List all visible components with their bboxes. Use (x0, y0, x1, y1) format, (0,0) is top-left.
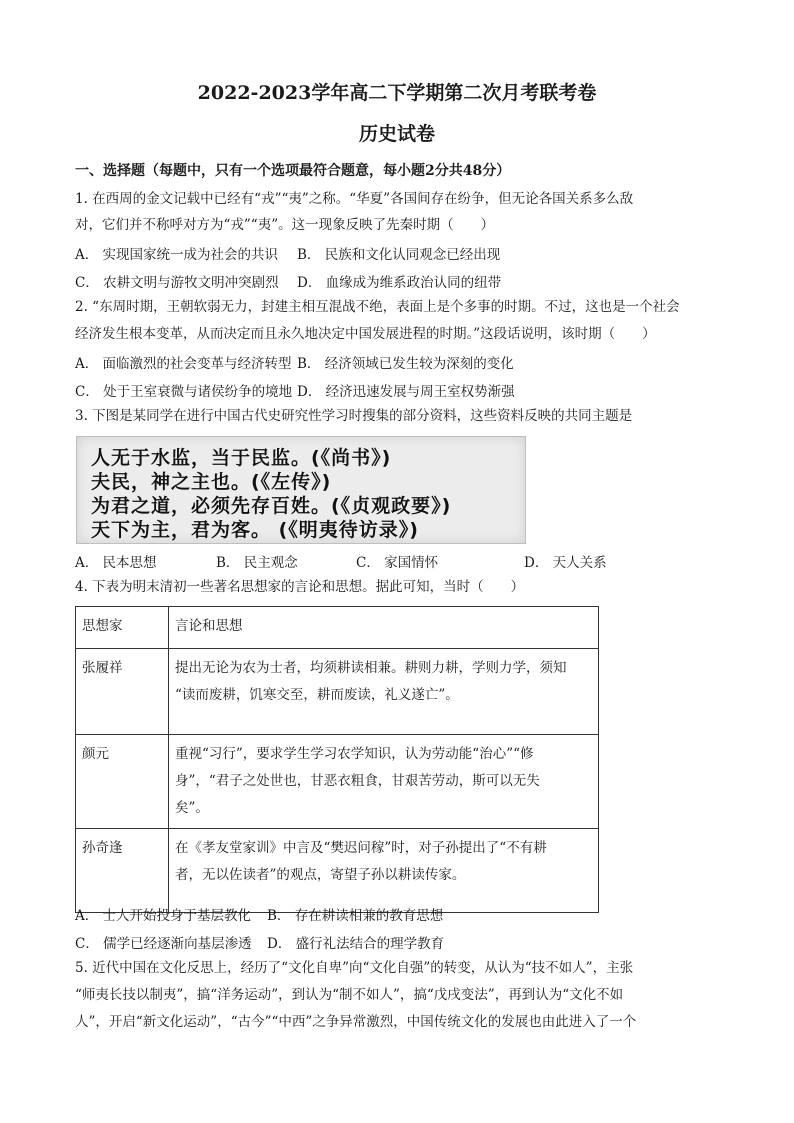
q1-option-c: C． 农耕文明与游牧文明冲突剧烈 (75, 275, 279, 291)
table-cell-content (169, 829, 599, 913)
cell-text-line: 身”，“君子之处世也，甘恶衣粗食，甘艰苦劳动，斯可以无失 (175, 773, 540, 789)
q5-stem-line3: 人”，开启“新文化运动”，“古今”“中西”之争异常激烈，中国传统文化的发展也由此进入了一个 (75, 1014, 637, 1030)
table-cell-thinker: 张履祥 (76, 649, 169, 735)
q1-option-d: D． 血缘成为维系政治认同的纽带 (297, 275, 502, 291)
exam-title: 2022-2023学年高二下学期第二次月考联考卷 (197, 82, 597, 104)
q4-option-b: B． 存在耕读相兼的教育思想 (267, 908, 444, 924)
q2-option-d: D． 经济迅速发展与周王室权势渐强 (297, 384, 515, 400)
q2-option-c: C． 处于王室衰微与诸侯纷争的境地 (75, 384, 293, 400)
table-header-row (76, 607, 599, 649)
q4-option-c: C． 儒学已经逐渐向基层渗透 (75, 936, 252, 952)
quote-material-image (76, 436, 526, 544)
table-row (76, 829, 599, 913)
table-header-cell: 思想家 (76, 607, 169, 649)
q2-option-b: B． 经济领域已发生较为深刻的变化 (297, 356, 514, 372)
q1-stem-line2: 对，它们并不称呼对方为“戎”“夷”。这一现象反映了先秦时期（ ） (75, 217, 495, 233)
cell-text-line: 矣”。 (175, 800, 209, 816)
quote-line: 夫民，神之主也。(《左传》) (91, 471, 332, 493)
q3-option-a: A． 民本思想 (75, 555, 157, 571)
cell-text-line: 者，无以佐读者”的观点，寄望子孙以耕读传家。 (175, 867, 466, 883)
q3-option-b: B． 民主观念 (216, 555, 298, 571)
table-row (76, 735, 599, 829)
q5-stem-line1: 5. 近代中国在文化反思上，经历了“文化自卑”向“文化自强”的转变，从认为“技不如人”，主张 (75, 960, 634, 976)
q4-option-d: D． 盛行礼法结合的理学教育 (267, 936, 445, 952)
table-cell-content (169, 649, 599, 735)
thinkers-table (75, 606, 599, 913)
q2-option-a: A． 面临激烈的社会变革与经济转型 (75, 356, 292, 372)
table-header-cell: 言论和思想 (169, 607, 599, 649)
q3-option-d: D． 天人关系 (524, 555, 607, 571)
q3-stem-line1: 3. 下图是某同学在进行中国古代史研究性学习时搜集的部分资料，这些资料反映的共同主题是 (75, 408, 633, 424)
table-cell-thinker: 颜元 (76, 735, 169, 829)
cell-text-line: 在《孝友堂家训》中言及“樊迟问稼”时，对子孙提出了“不有耕 (175, 840, 547, 856)
exam-subtitle: 历史试卷 (358, 123, 435, 145)
table-cell-content (169, 735, 599, 829)
q2-stem-line2: 经济发生根本变革，从而决定而且永久地决定中国发展进程的时期。”这段话说明，该时期（ ） (75, 326, 656, 342)
section-heading: 一、选择题（每题中，只有一个选项最符合题意，每小题2分共48分） (75, 163, 511, 179)
q1-option-a: A． 实现国家统一成为社会的共识 (75, 247, 279, 263)
q5-stem-line2: “师夷长技以制夷”，搞“洋务运动”，到认为“制不如人”，搞“戊戌变法”，再到认为“文化不如 (75, 987, 624, 1003)
cell-text-line: 提出无论为农为士者，均须耕读相兼。耕则力耕，学则力学，须知 (175, 660, 567, 676)
cell-text-line: “读而废耕，饥寒交至，耕而废读，礼义遂亡”。 (175, 687, 459, 703)
q1-stem-line1: 1. 在西周的金文记载中已经有“戎”“夷”之称。“华夏”各国间存在纷争，但无论各国关系多么敌 (75, 191, 634, 207)
table-row (76, 649, 599, 735)
table-cell-thinker: 孙奇逢 (76, 829, 169, 913)
q3-option-c: C． 家国情怀 (356, 555, 439, 571)
q1-option-b: B． 民族和文化认同观念已经出现 (297, 247, 501, 263)
quote-line: 天下为主，君为客。 (《明夷待访录》) (91, 519, 419, 541)
cell-text-line: 重视“习行”，要求学生学习农学知识，认为劳动能“治心”“修 (175, 746, 534, 762)
q2-stem-line1: 2. “东周时期，王朝软弱无力，封建主相互混战不绝，表面上是个多事的时期。不过，这也是一个社会 (75, 299, 680, 315)
quote-line: 人无于水监，当于民监。(《尚书》) (91, 447, 392, 469)
quote-line: 为君之道，必须先存百姓。(《贞观政要》) (91, 495, 452, 517)
q4-option-a: A． 士人开始投身于基层教化 (75, 908, 252, 924)
q4-stem-line1: 4. 下表为明末清初一些著名思想家的言论和思想。据此可知，当时（ ） (75, 579, 525, 595)
